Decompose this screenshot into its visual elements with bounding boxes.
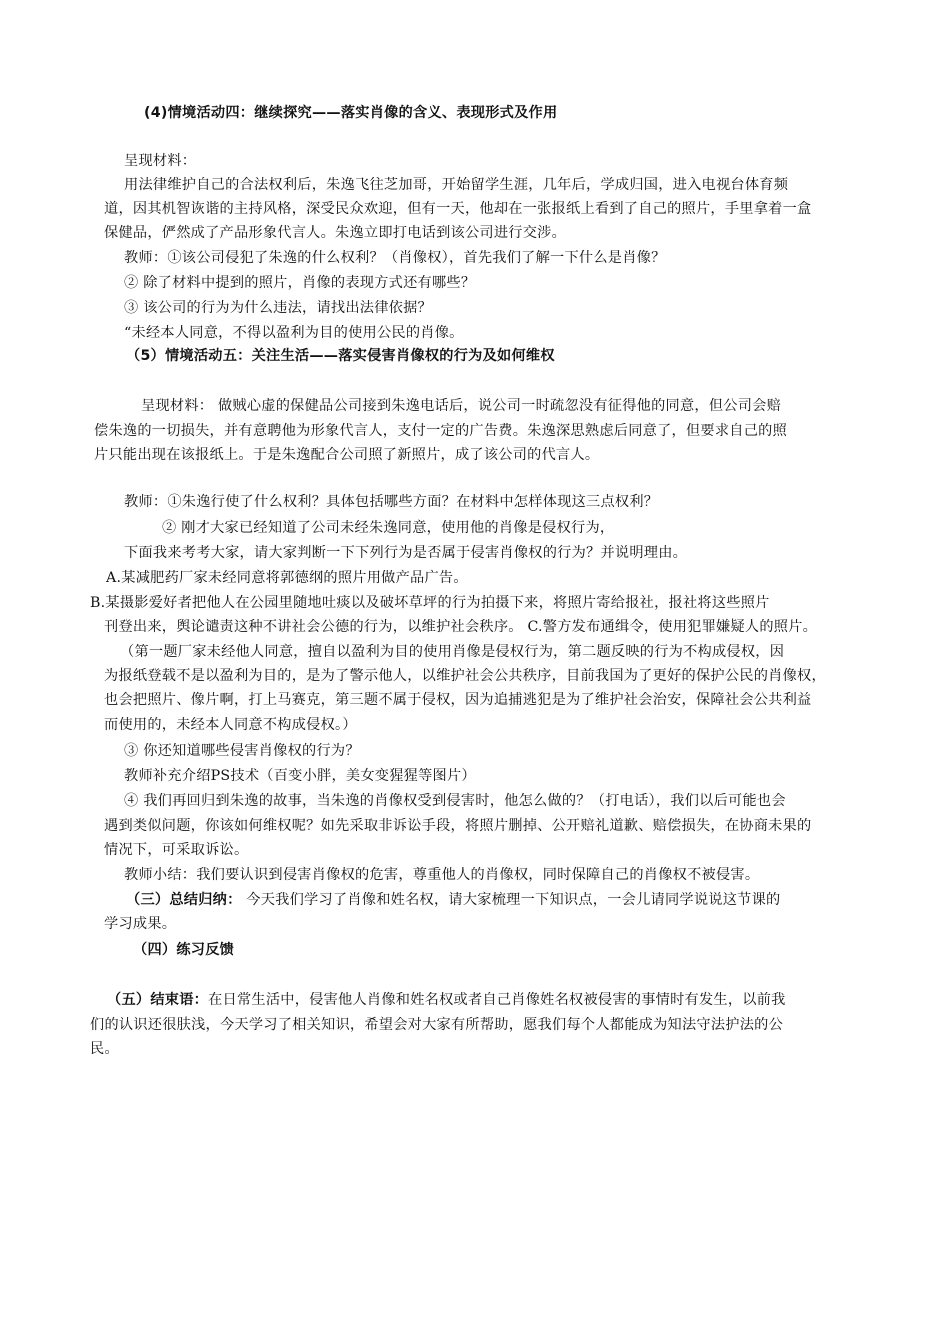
part3-line bbox=[126, 890, 780, 910]
part5-label: （五）结束语： bbox=[107, 992, 209, 1008]
section5-question-4-line-3: 情况下，可采取诉讼。 bbox=[104, 842, 249, 858]
section5-option-a: A.某减肥药厂家未经同意将郭德纲的照片用做产品广告。 bbox=[106, 570, 468, 586]
section5-answer-line-2: 为报纸登载不是以盈利为目的，是为了警示他人，以维护社会公共秩序，目前我国为了更好的保护公民的肖像权， bbox=[104, 668, 826, 684]
part3-label: （三）总结归纳： bbox=[126, 892, 242, 908]
section4-material-label: 呈现材料： bbox=[124, 153, 197, 169]
section5-heading: （5）情境活动五：关注生活——落实侵害肖像权的行为及如何维权 bbox=[126, 348, 555, 364]
section5-material-line-1: 呈现材料： 做贼心虚的保健品公司接到朱逸电话后，说公司一时疏忽没有征得他的同意，但公司会赔 bbox=[141, 398, 782, 414]
section4-material-line-3: 保健品，俨然成了产品形象代言人。朱逸立即打电话到该公司进行交涉。 bbox=[104, 225, 567, 241]
part5-text-line-3: 民。 bbox=[90, 1041, 119, 1057]
section5-material-line-3: 片只能出现在该报纸上。于是朱逸配合公司照了新照片，成了该公司的代言人。 bbox=[94, 447, 600, 463]
section5-option-b-line-1: B.某摄影爱好者把他人在公园里随地吐痰以及破坏草坪的行为拍摄下来，将照片寄给报社，报社将这些照片 bbox=[90, 595, 770, 611]
section4-law-quote: “未经本人同意，不得以盈利为目的使用公民的肖像。 bbox=[124, 325, 464, 341]
part3-text: 今天我们学习了肖像和姓名权，请大家梳理一下知识点，一会儿请同学说说这节课的 bbox=[241, 892, 781, 908]
section5-ps-intro: 教师补充介绍PS技术（百变小胖，美女变猩猩等图片） bbox=[124, 768, 476, 784]
section5-question-3: ③ 你还知道哪些侵害肖像权的行为？ bbox=[124, 743, 360, 759]
section4-question-2: ② 除了材料中提到的照片，肖像的表现方式还有哪些？ bbox=[124, 275, 476, 291]
section5-answer-line-3: 也会把照片、像片啊，打上马赛克，第三题不属于侵权，因为追捕逃犯是为了维护社会治安，保障社会公共利益 bbox=[104, 692, 812, 708]
section5-answer-line-4: 而使用的，未经本人同意不构成侵权。） bbox=[104, 717, 357, 733]
section4-material-line-1: 用法律维护自己的合法权利后，朱逸飞往芝加哥，开始留学生涯，几年后，学成归国，进入电视台体育频 bbox=[124, 177, 789, 193]
section5-question-4-line-1: ④ 我们再回归到朱逸的故事，当朱逸的肖像权受到侵害时，他怎么做的？（打电话），我们以后可能也会 bbox=[124, 793, 786, 809]
section4-material-line-2: 道，因其机智诙谐的主持风格，深受民众欢迎，但有一天，他却在一张报纸上看到了自己的照片，手里拿着一盒 bbox=[104, 201, 812, 217]
section4-question-1: 教师：①该公司侵犯了朱逸的什么权利？（肖像权），首先我们了解一下什么是肖像？ bbox=[124, 250, 666, 266]
section5-summary: 教师小结：我们要认识到侵害肖像权的危害，尊重他人的肖像权，同时保障自己的肖像权不被侵害。 bbox=[124, 867, 760, 883]
section5-question-1: 教师：①朱逸行使了什么权利？具体包括哪些方面？在材料中怎样体现这三点权利？ bbox=[124, 494, 659, 510]
part4-label: （四）练习反馈 bbox=[133, 942, 235, 958]
part3-text-line-2: 学习成果。 bbox=[104, 916, 177, 932]
section5-material-line-2: 偿朱逸的一切损失，并有意聘他为形象代言人，支付一定的广告费。朱逸深思熟虑后同意了，但要求自己的照 bbox=[94, 423, 788, 439]
section4-question-3: ③ 该公司的行为为什么违法，请找出法律依据？ bbox=[124, 300, 432, 316]
part5-line bbox=[107, 990, 786, 1010]
section5-question-2: ② 刚才大家已经知道了公司未经朱逸同意，使用他的肖像是侵权行为， bbox=[162, 520, 615, 536]
part5-text-line-2: 们的认识还很肤浅，今天学习了相关知识，希望会对大家有所帮助，愿我们每个人都能成为知法守法护法的公 bbox=[90, 1017, 784, 1033]
section5-answer-line-1: （第一题厂家未经他人同意，擅自以盈利为目的使用肖像是侵权行为，第二题反映的行为不构成侵权，因 bbox=[120, 644, 785, 660]
section5-question-4-line-2: 遇到类似问题，你该如何维权呢？如先采取非诉讼手段，将照片删掉、公开赔礼道歉、赔偿损失，在协商未果的 bbox=[104, 818, 812, 834]
section4-heading: (4)情境活动四：继续探究——落实肖像的含义、表现形式及作用 bbox=[144, 105, 558, 121]
section5-option-b-line-2: 刊登出来，舆论谴责这种不讲社会公德的行为，以维护社会秩序。 C.警方发布通缉令，使用犯罪嫌疑人的照片。 bbox=[104, 619, 818, 635]
part5-text: 在日常生活中，侵害他人肖像和姓名权或者自己肖像姓名权被侵害的事情时有发生，以前我 bbox=[208, 992, 786, 1008]
section5-question-2b: 下面我来考考大家，请大家判断一下下列行为是否属于侵害肖像权的行为？并说明理由。 bbox=[124, 545, 688, 561]
